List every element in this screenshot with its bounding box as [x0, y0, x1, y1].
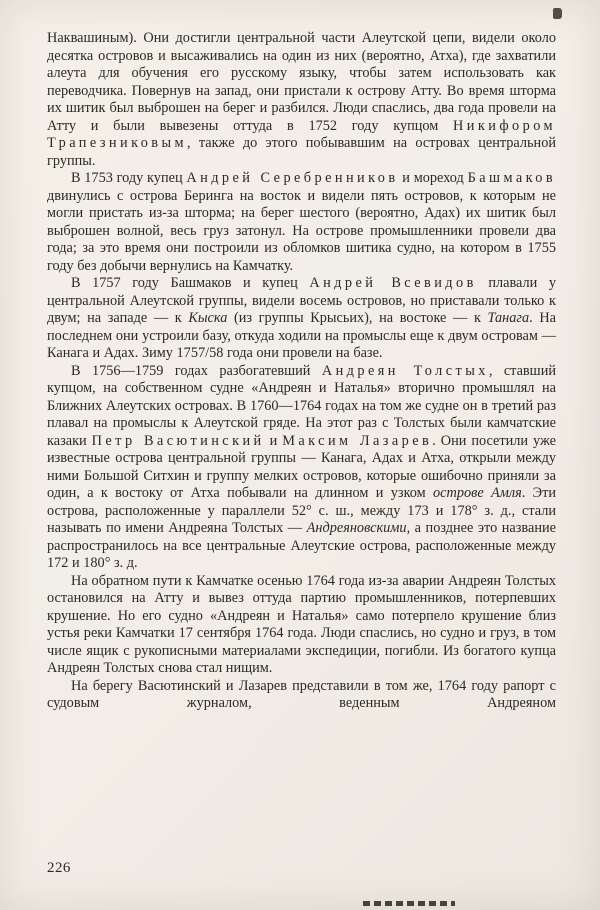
text-segment-italic: Кыска	[188, 310, 228, 326]
text-segment-normal: На обратном пути к Камчатке осенью 1764 года из-за аварии Андреян Толстых остановился на Атту и вывез оттуда партию промышленников, потерпевших крушение. Но его судно «Андреян и Наталья» само потерпело крушение близ устья реки Камчатки 17 сентября 1764 года. Люди спаслись, но судно и груз, в том числе ящик с рукописными материалами экспедиции, погибли. Из богатого купца Андреян Толстых снова стал нищим.	[47, 572, 556, 676]
paragraph	[47, 573, 556, 678]
text-segment-italic: Танага	[487, 310, 530, 326]
text-segment-normal: плавали у центральной Алеутской группы, видели восемь островов, но приставали только к двум; на западе — к	[47, 275, 556, 326]
scan-artifact-icon	[553, 8, 562, 19]
text-segment-normal: двинулись с острова Беринга на восток и видели пять островов, к которым не могли пристать из-за шторма; на берег шестого (вероятно, Адах) их шитик был выброшен волной, весь груз затонул. На острове промышленники провели два года; за это время они построили из обломков шитика судно, на котором в 1755 году без добычи вернулись на Камчатку.	[47, 187, 556, 274]
text-segment-normal: и	[264, 432, 283, 449]
text-segment-spaced: Петр Васютинский	[91, 432, 265, 449]
text-segment-normal: На берегу Васютинский и Лазарев представили в том же, 1764 году рапорт с судовым журналом, веденным Андреяном	[47, 677, 556, 711]
text-segment-normal: . Эти острова, расположенные у параллели 52° с. ш., между 173 и 178° з. д., стали называть по имени Андреяна Толстых —	[47, 485, 556, 536]
text-segment-normal: , ставший купцом, на собственном судне «Андреян и Наталья» вторично промышлял на Ближних Алеутских островах. В 1760—1764 годах на том же судне он в третий раз плавал на промыслы к Алеутской гряде. На этот раз с Толстых были камчатские казаки	[47, 362, 556, 449]
text-segment-spaced: Андрей Всевидов	[309, 275, 477, 291]
text-segment-normal: . На последнем они устроили базу, откуда ходили на промыслы еще к двум островам — Канага и Адах. Зиму 1757/58 года они провели на базе.	[47, 310, 556, 361]
page-text-block	[47, 30, 556, 713]
text-segment-italic: острове Амля	[433, 485, 522, 501]
page-number: 226	[47, 860, 71, 876]
paragraph	[47, 170, 556, 275]
paragraph	[47, 30, 556, 170]
text-segment-spaced: Никифором Трапезниковым	[47, 117, 556, 151]
text-segment-spaced: Максим Лазарев	[282, 432, 433, 449]
text-segment-italic: Андреяновскими	[306, 520, 407, 536]
text-segment-normal: и мореход	[398, 170, 468, 186]
scan-artifact-icon	[363, 901, 455, 906]
paragraph	[47, 678, 556, 713]
paragraph	[47, 275, 556, 363]
text-segment-spaced: Башмаков	[467, 170, 557, 186]
text-segment-normal: В 1757 году Башмаков и купец	[71, 275, 310, 291]
text-segment-normal: , а позднее это название распространилось на все центральные Алеутские острова, расположенные между 172 и 180° з. д.	[47, 520, 556, 571]
text-segment-normal: . Они посетили уже известные острова центральной группы — Канага, Адах и Атха, открыли между ними Большой Ситхин и группу мелких островов, которые ошибочно приняли за один, а к востоку от Атха побывали на длинном и узком	[47, 432, 556, 501]
text-segment-normal: В 1756—1759 годах разбогатевший	[71, 362, 322, 379]
text-segment-normal: (из группы Крысьих), на востоке — к	[227, 310, 488, 326]
text-segment-spaced: Андрей Серебренников	[186, 170, 399, 186]
text-segment-normal: Наквашиным). Они достигли центральной части Алеутской цепи, видели около десятка островов и высаживались на один из них (вероятно, Атха), где захватили алеута для обучения его русскому языку, чтобы затем использовать как переводчика. Повернув на запад, они пристали к острову Атту. Во время шторма их шитик был выброшен на берег и разбился. Люди спаслись, два года провели на Атту и были вывезены оттуда в 1752 году купцом	[47, 30, 556, 134]
paragraph	[47, 363, 556, 573]
text-segment-normal: , также до этого побывавшим на островах центральной группы.	[47, 135, 556, 169]
text-segment-spaced: Андреян Толстых	[321, 362, 489, 379]
text-segment-normal: В 1753 году купец	[71, 170, 187, 186]
